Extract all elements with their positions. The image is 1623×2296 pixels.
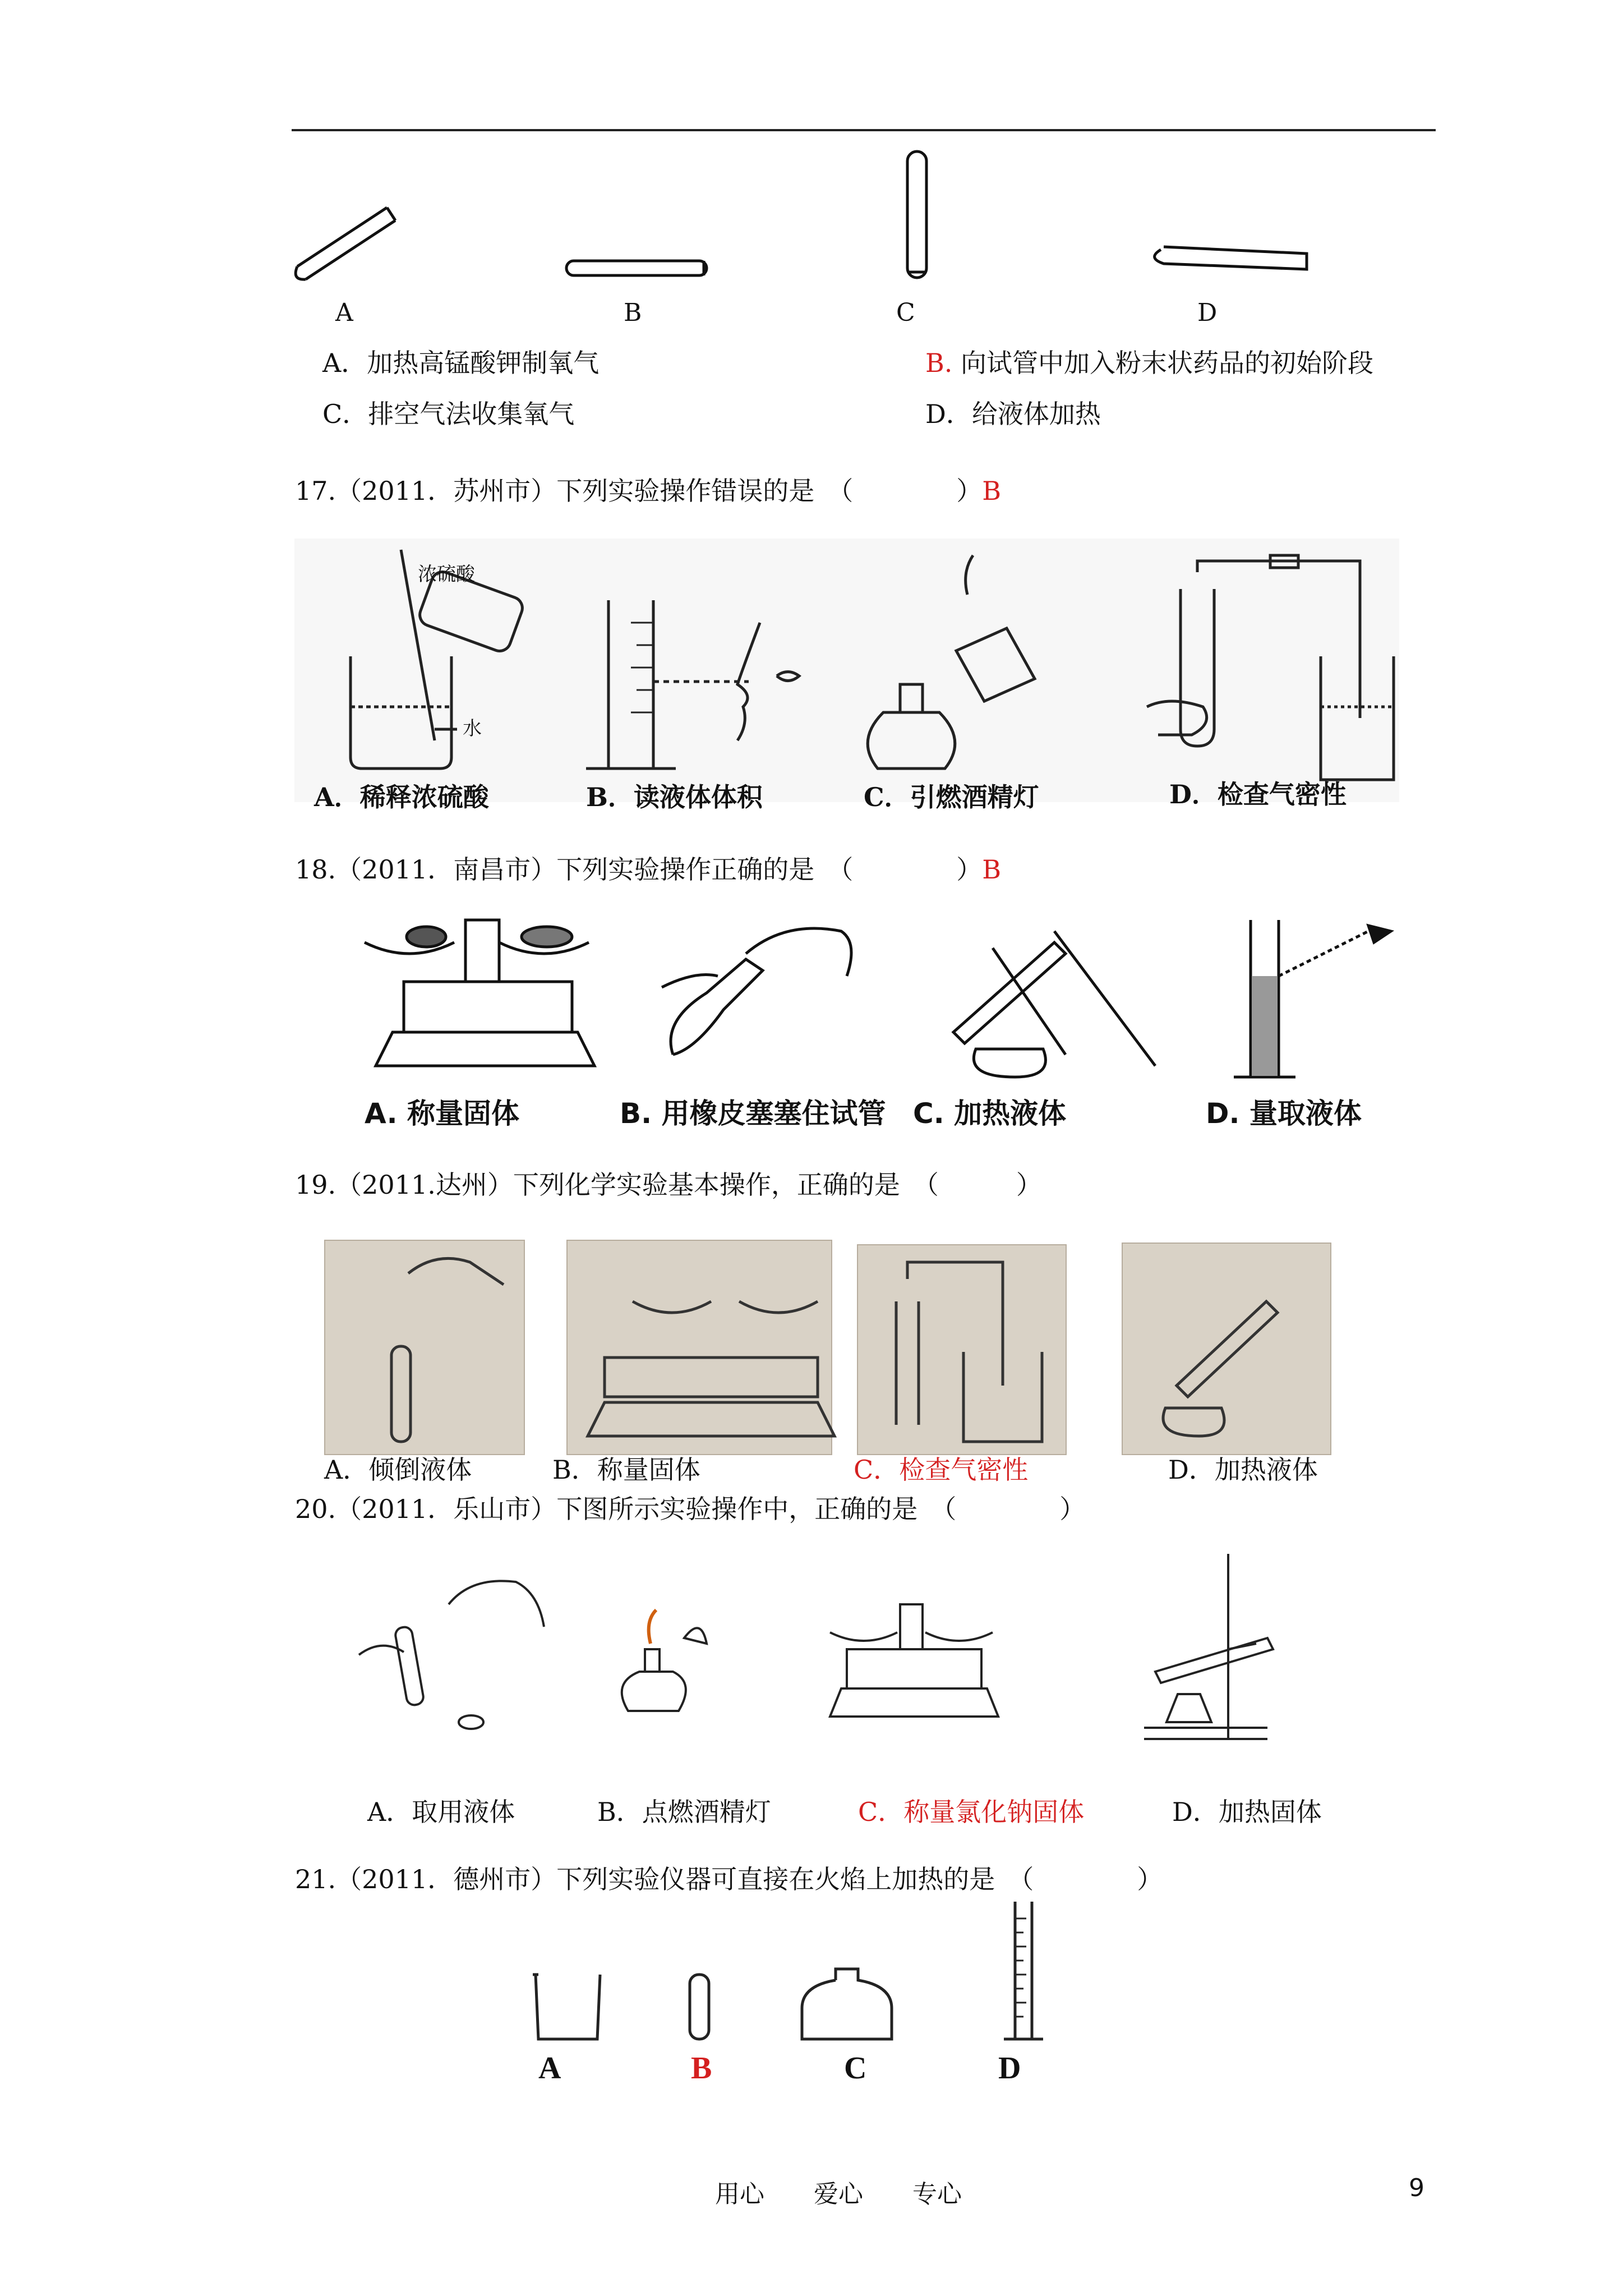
q17-acid-label: 浓硫酸 [418,563,475,586]
q17-stem-text: 17.（2011．苏州市）下列实验操作错误的是 （ ） [295,476,983,506]
q18-stem-text: 18.（2011．南昌市）下列实验操作正确的是 （ ） [295,854,983,885]
q18-stem [295,853,1001,886]
q21-label-b: B [691,2051,712,2086]
q16-tube-figures [280,146,1318,292]
q21-label-c: C [844,2051,867,2086]
q20-caption-d: D．加热固体 [1172,1797,1322,1827]
q17-caption-c: C．引燃酒精灯 [864,782,1039,812]
q18-caption-c: C. 加热液体 [913,1097,1067,1130]
q20-caption-b: B．点燃酒精灯 [597,1797,771,1827]
q19-caption-a: A．倾倒液体 [324,1455,472,1485]
q16-option-a: A．加热高锰酸钾制氧气 [322,348,600,378]
q18-caption-a: A. 称量固体 [365,1097,520,1130]
q20-stem: 20.（2011．乐山市）下图所示实验操作中，正确的是 （ ） [295,1494,1086,1524]
q16-fig-label-a: A [335,298,353,327]
q18-answer: B [982,854,1002,885]
q18-caption-b: B. 用橡皮塞塞住试管 [620,1097,886,1130]
q17-figures [294,539,1399,802]
q20-caption-c: C．称量氯化钠固体 [858,1797,1085,1827]
q19-caption-d: D．加热液体 [1168,1455,1318,1485]
q18-caption-d: D. 量取液体 [1206,1097,1362,1130]
q17-water-label: 水 [463,717,482,740]
q16-fig-label-d: D [1197,298,1218,327]
footer-motto: 用心 爱心 专心 [715,2180,962,2208]
q21-label-a: A [538,2051,561,2086]
q19-stem: 19.（2011.达州）下列化学实验基本操作，正确的是 （ ） [295,1170,1042,1200]
q16-option-b-letter: B. [925,348,953,378]
q17-stem [295,474,1001,508]
q17-caption-d: D．检查气密性 [1169,779,1347,809]
q19-photo-sketches [324,1240,1334,1453]
q19-caption-b: B．称量固体 [552,1455,700,1485]
q16-option-c: C．排空气法收集氧气 [322,399,575,429]
page-number: 9 [1409,2174,1424,2202]
q17-answer: B [982,476,1002,506]
q19-caption-c: C．检查气密性 [854,1455,1029,1485]
q17-caption-b: B．读液体体积 [586,782,763,812]
q16-option-b-text: 向试管中加入粉末状药品的初始阶段 [952,348,1374,378]
q16-option-d: D．给液体加热 [925,399,1101,429]
q18-figures [359,909,1424,1088]
q21-label-d: D [998,2051,1021,2086]
header-rule [292,129,1436,131]
q20-caption-a: A．取用液体 [367,1797,515,1827]
q21-stem: 21.（2011．德州市）下列实验仪器可直接在火焰上加热的是 （ ） [295,1864,1163,1894]
q16-option-b [925,346,1373,380]
q16-fig-label-b: B [624,298,642,327]
q20-figures [348,1554,1301,1750]
q16-fig-label-c: C [896,298,915,327]
q17-caption-a: A．稀释浓硫酸 [314,782,489,812]
q21-figures [522,1902,1082,2047]
